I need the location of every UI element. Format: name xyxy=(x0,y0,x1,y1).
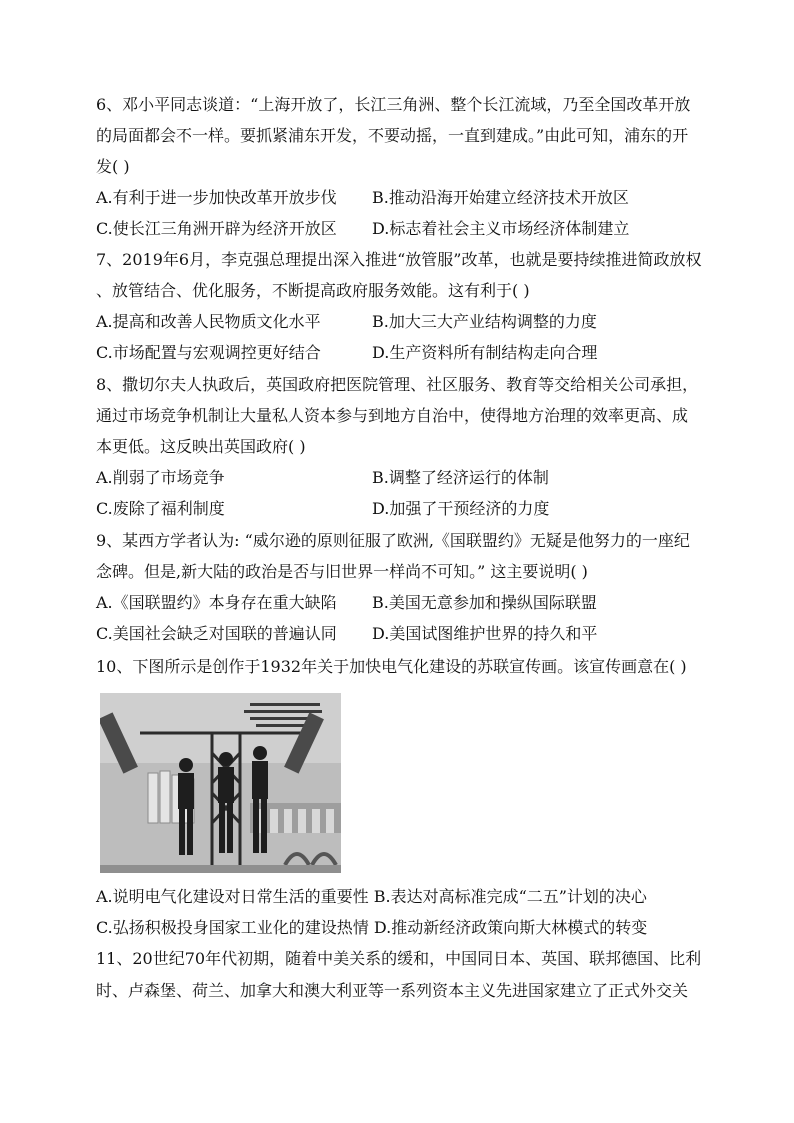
q6-stem-line-3: 发( ) xyxy=(96,157,130,176)
q8-option-d: D.加强了干预经济的力度 xyxy=(372,499,550,518)
q10-stem-line-1: 10、下图所示是创作于1932年关于加快电气化建设的苏联宣传画。该宣传画意在( ) xyxy=(96,657,687,676)
q7-option-a: A.提高和改善人民物质文化水平 xyxy=(96,312,321,331)
q8-stem-line-2: 通过市场竞争机制让大量私人资本参与到地方自治中，使得地方治理的效率更高、成 xyxy=(96,406,689,425)
q8-stem-line-1: 8、撒切尔夫人执政后，英国政府把医院管理、社区服务、教育等交给相关公司承担， xyxy=(96,375,699,394)
q8-stem-line-3: 本更低。这反映出英国政府( ) xyxy=(96,437,306,456)
q7-stem-line-2: 、放管结合、优化服务，不断提高政府服务效能。这有利于( ) xyxy=(96,281,530,300)
q6-stem-line-1: 6、邓小平同志谈道：“上海开放了，长江三角洲、整个长江流域，乃至全国改革开放 xyxy=(96,95,691,114)
q9-option-c: C.美国社会缺乏对国联的普遍认同 xyxy=(96,624,337,643)
q9-option-a: A.《国联盟约》本身存在重大缺陷 xyxy=(96,593,337,612)
q9-option-d: D.美国试图维护世界的持久和平 xyxy=(372,624,598,643)
soviet-electrification-poster-image xyxy=(100,693,341,873)
q8-option-c: C.废除了福利制度 xyxy=(96,499,225,518)
q6-option-d: D.标志着社会主义市场经济体制建立 xyxy=(372,219,630,238)
q6-option-a: A.有利于进一步加快改革开放步伐 xyxy=(96,188,337,207)
q11-stem-line-2: 时、卢森堡、荷兰、加拿大和澳大利亚等一系列资本主义先进国家建立了正式外交关 xyxy=(96,981,689,1000)
q11-stem-line-1: 11、20世纪70年代初期，随着中美关系的缓和，中国同日本、英国、联邦德国、比利 xyxy=(96,949,702,968)
q6-option-c: C.使长江三角洲开辟为经济开放区 xyxy=(96,219,337,238)
q7-option-c: C.市场配置与宏观调控更好结合 xyxy=(96,343,321,362)
q9-stem-line-2: 念碑。但是,新大陆的政治是否与旧世界一样尚不可知。” 这主要说明( ) xyxy=(96,562,588,581)
q7-option-b: B.加大三大产业结构调整的力度 xyxy=(372,312,597,331)
q7-option-d: D.生产资料所有制结构走向合理 xyxy=(372,343,598,362)
q7-stem-line-1: 7、2019年6月，李克强总理提出深入推进“放管服”改革，也就是要持续推进简政放权 xyxy=(96,250,702,269)
q6-stem-line-2: 的局面都会不一样。要抓紧浦东开发，不要动摇，一直到建成。”由此可知，浦东的开 xyxy=(96,126,689,145)
q6-option-b: B.推动沿海开始建立经济技术开放区 xyxy=(372,188,629,207)
q10-option-ab: A.说明电气化建设对日常生活的重要性 B.表达对高标准完成“二五”计划的决心 xyxy=(96,887,647,906)
q9-stem-line-1: 9、某西方学者认为: “威尔逊的原则征服了欧洲,《国联盟约》无疑是他努力的一座纪 xyxy=(96,531,690,550)
q9-option-b: B.美国无意参加和操纵国际联盟 xyxy=(372,593,597,612)
q8-option-b: B.调整了经济运行的体制 xyxy=(372,468,549,487)
q8-option-a: A.削弱了市场竞争 xyxy=(96,468,225,487)
q10-option-cd: C.弘扬积极投身国家工业化的建设热情 D.推动新经济政策向斯大林模式的转变 xyxy=(96,918,648,937)
